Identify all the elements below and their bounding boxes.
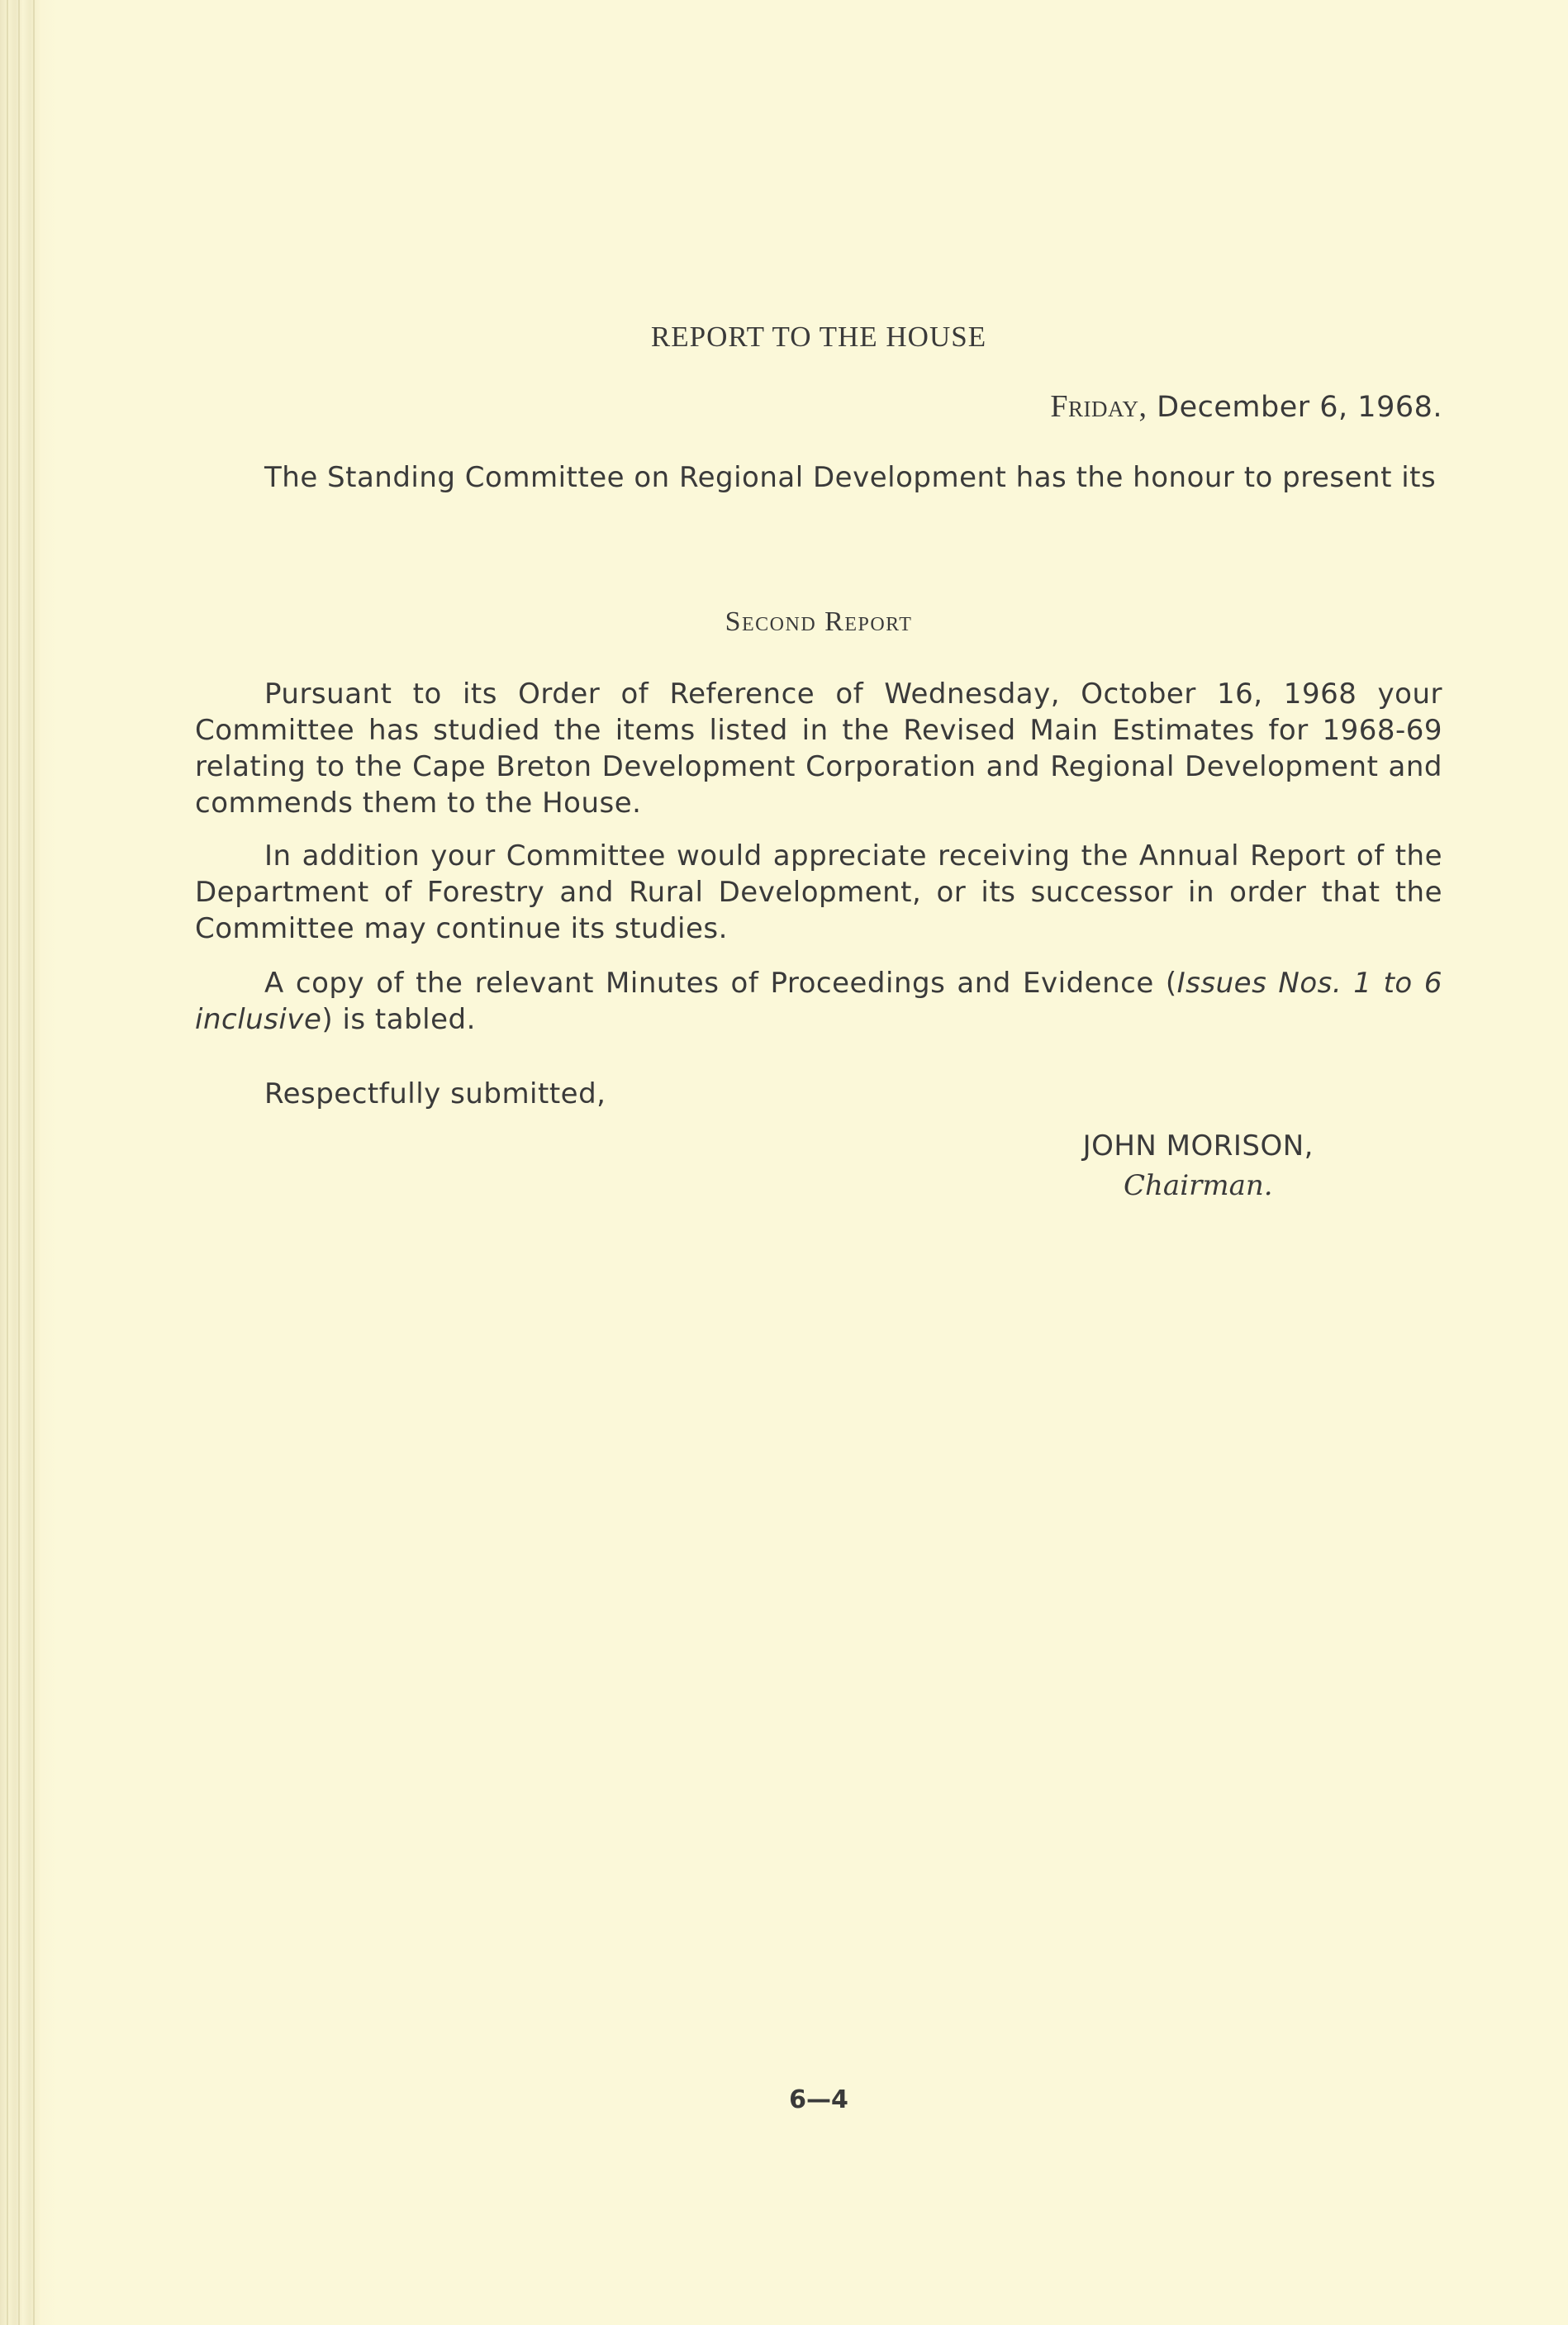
signatory-title: Chairman. [1124,1169,1273,1202]
report-date-day: Friday, [1050,389,1147,424]
report-title: REPORT TO THE HOUSE [650,321,987,353]
paragraph-minutes [195,965,1442,1038]
intro-paragraph: The Standing Committee on Regional Development has the honour to present its [264,461,1437,494]
closing-line: Respectfully submitted, [264,1077,606,1110]
paragraph-estimates: Pursuant to its Order of Reference of Wednesday, October 16, 1968 your Committee has studied the items listed in the Revised Main Estimates for 1968-69 relating to the Cape Breton Development Corporation and Regional Development and commends them to the House. [195,678,1442,820]
report-date-rest: December 6, 1968. [1147,391,1442,424]
paragraph-minutes-issues: Issues Nos. 1 to 6 inclusive [195,967,1442,1036]
page-number: 6—4 [789,2085,848,2114]
signatory-name: JOHN MORISON, [1082,1129,1314,1162]
paragraph-annual-report: In addition your Committee would appreciate receiving the Annual Report of the Department of Forestry and Rural Development, or its successor in order that the Committee may continue its studies. [195,839,1442,945]
report-date [1050,388,1442,425]
signature-block [1083,1127,1314,1206]
paragraph-minutes-end: ) is tabled. [321,1003,476,1036]
paragraph-minutes-start: A copy of the relevant Minutes of Proceedings and Evidence ( [264,967,1177,1000]
page-edge [0,0,58,2325]
report-subtitle: Second Report [725,606,913,637]
